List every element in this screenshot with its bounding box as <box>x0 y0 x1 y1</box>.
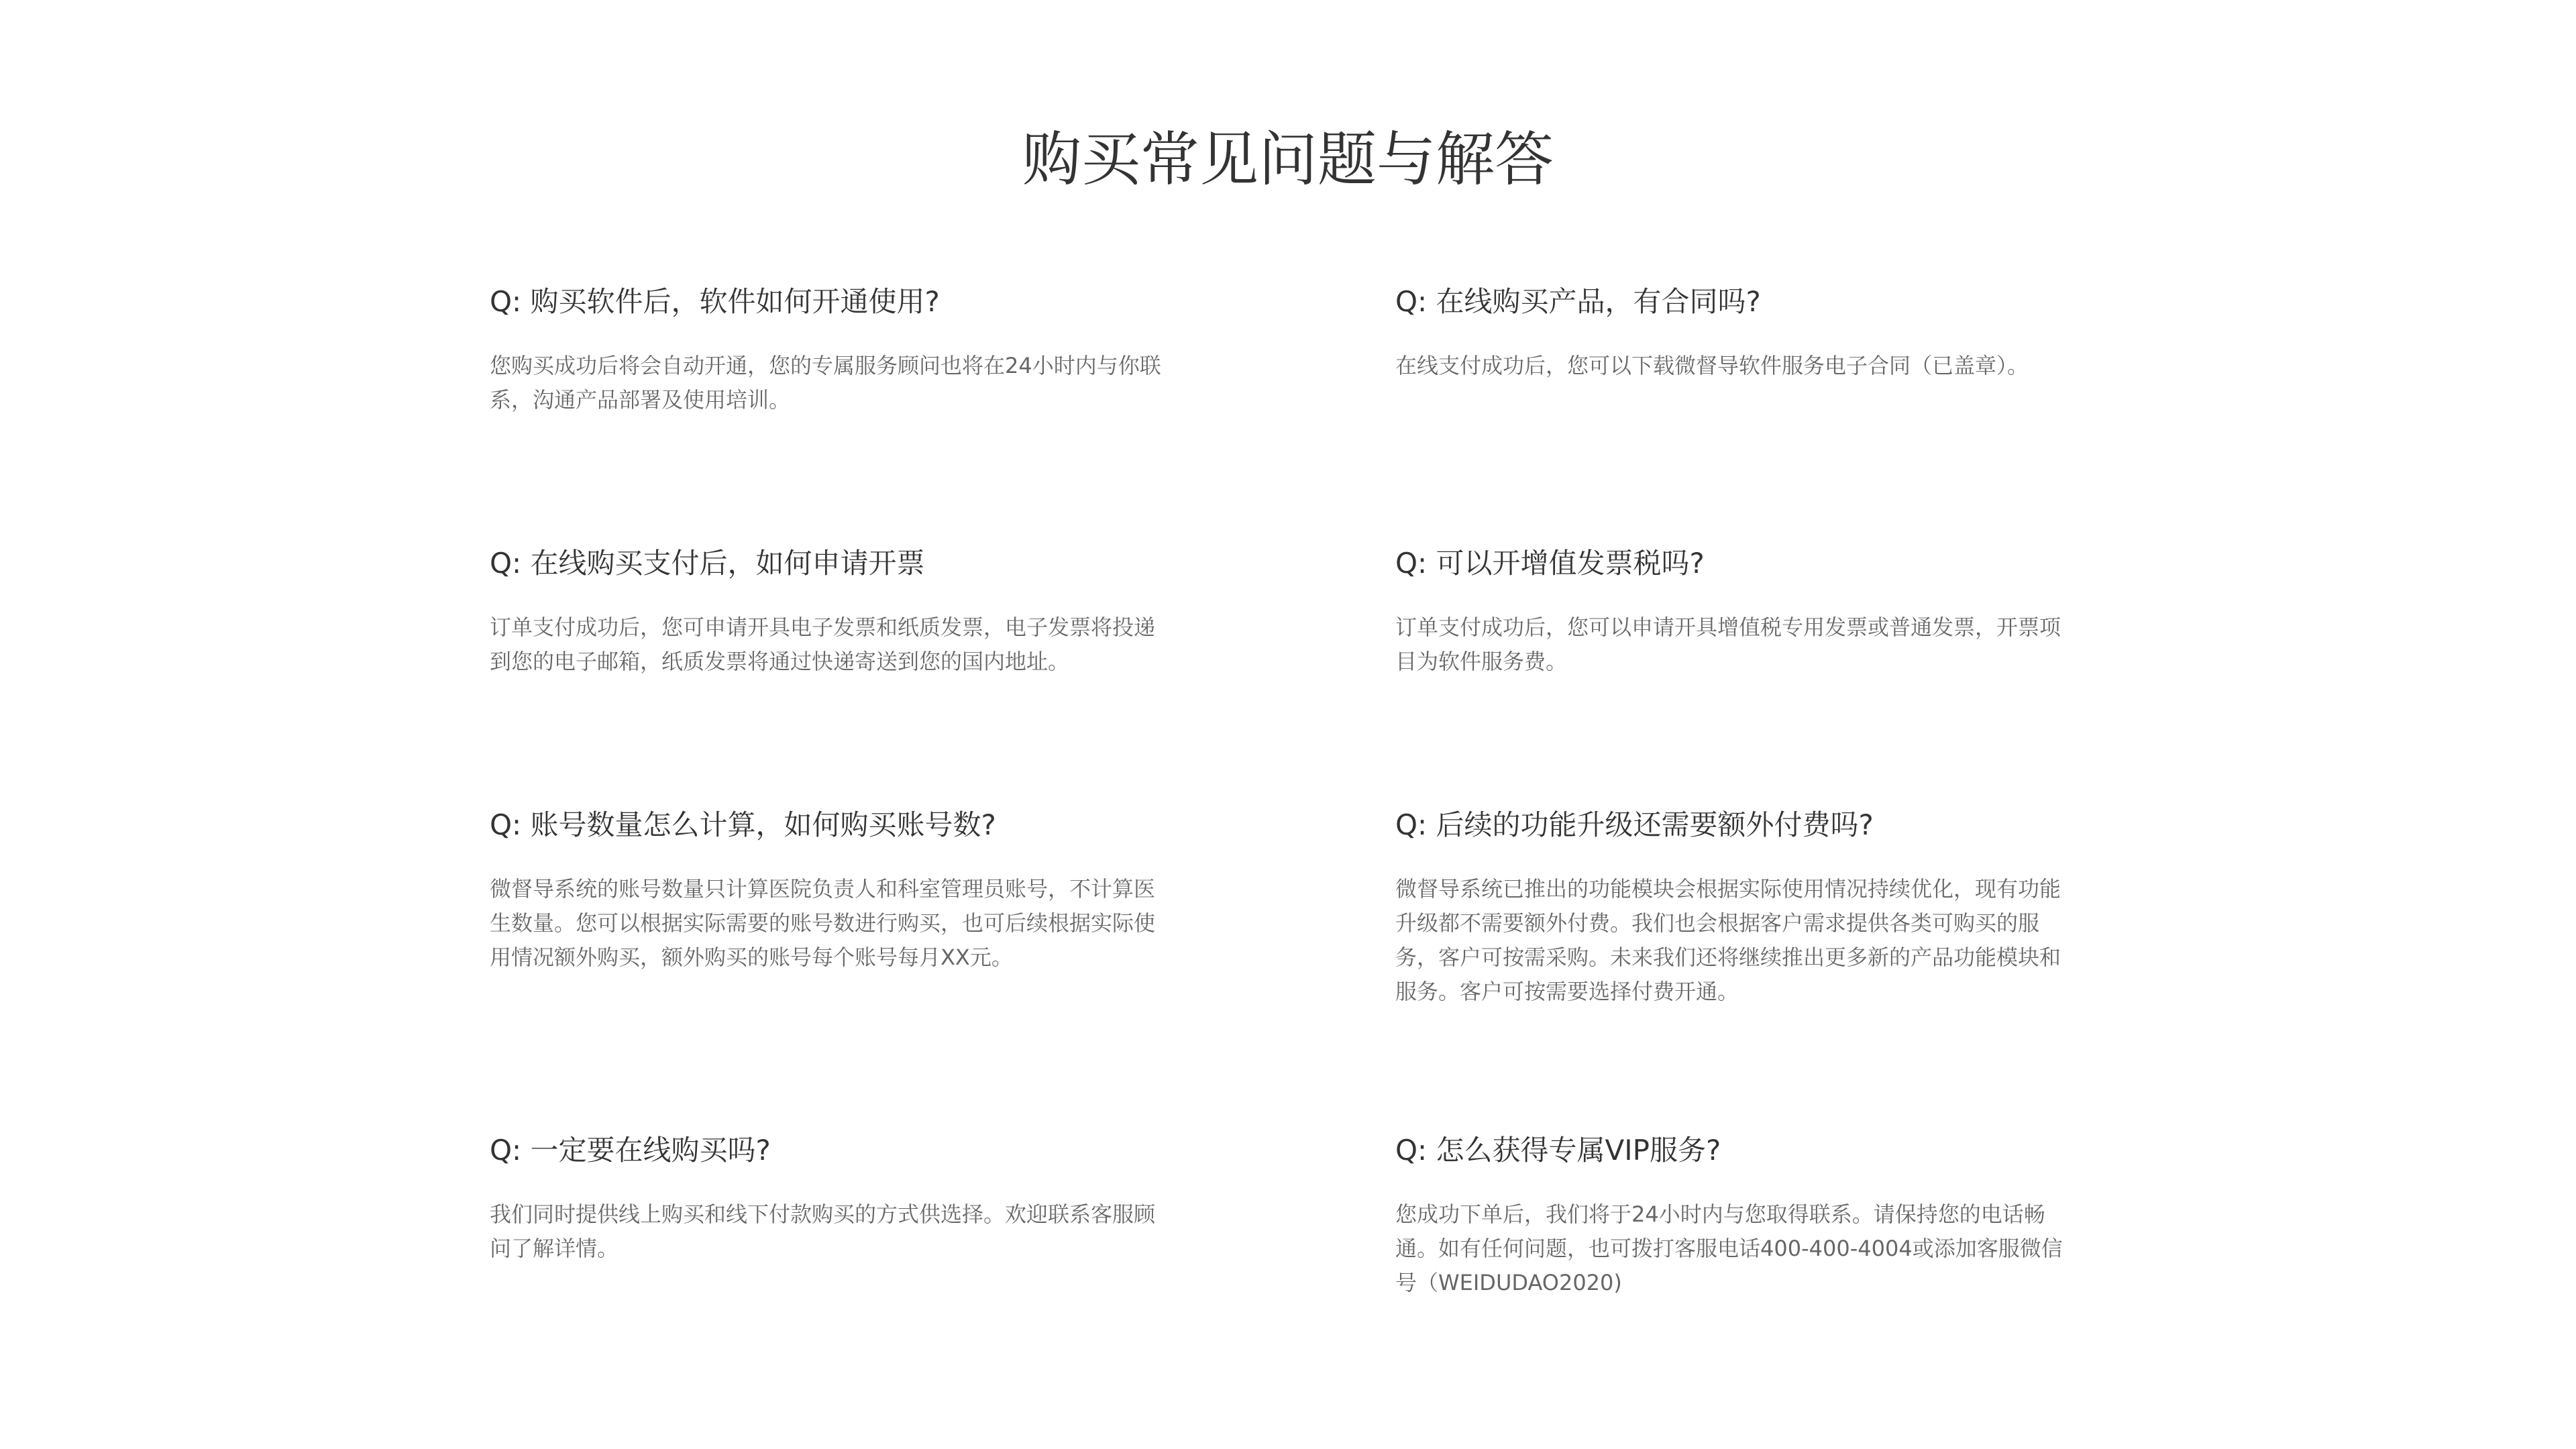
faq-answer: 微督导系统已推出的功能模块会根据实际使用情况持续优化，现有功能升级都不需要额外付费。我们也会根据客户需求提供各类可购买的服务，客户可按需采购。未来我们还将继续推出更多新的产品功能模块和服务。客户可按需要选择付费开通。 <box>1395 876 2061 1004</box>
faq-question: Q: 可以开增值发票税吗? <box>1395 547 1705 580</box>
faq-answer: 您购买成功后将会自动开通，您的专属服务顾问也将在24小时内与你联系，沟通产品部署及使用培训。 <box>490 353 1161 413</box>
faq-question: Q: 在线购买产品，有合同吗? <box>1395 285 1761 318</box>
faq-question: Q: 账号数量怎么计算，如何购买账号数? <box>490 808 996 841</box>
faq-question: Q: 怎么获得专属VIP服务? <box>1395 1134 1721 1167</box>
faq-item-upgrade-fee <box>1395 805 2080 1130</box>
faq-answer: 我们同时提供线上购买和线下付款购买的方式供选择。欢迎联系客服顾问了解详情。 <box>490 1201 1156 1261</box>
faq-answer: 在线支付成功后，您可以下载微督导软件服务电子合同（已盖章）。 <box>1395 353 2029 378</box>
faq-answer: 订单支付成功后，您可申请开具电子发票和纸质发票，电子发票将投递到您的电子邮箱，纸质发票将通过快递寄送到您的国内地址。 <box>490 614 1156 674</box>
faq-item-contract <box>1395 282 2080 543</box>
faq-item-vat-invoice <box>1395 543 2080 805</box>
page-title: 购买常见问题与解答 <box>1022 125 1554 194</box>
faq-question: Q: 一定要在线购买吗? <box>490 1134 771 1167</box>
faq-item-activation <box>490 282 1174 543</box>
faq-item-invoice <box>490 543 1174 805</box>
faq-item-account-count <box>490 805 1174 1130</box>
faq-answer: 微督导系统的账号数量只计算医院负责人和科室管理员账号，不计算医生数量。您可以根据实际需要的账号数进行购买，也可后续根据实际使用情况额外购买，额外购买的账号每个账号每月XX元。 <box>490 876 1156 970</box>
faq-question: Q: 购买软件后，软件如何开通使用? <box>490 285 940 318</box>
faq-answer: 您成功下单后，我们将于24小时内与您取得联系。请保持您的电话畅通。如有任何问题，也可拨打客服电话400-400-4004或添加客服微信号（WEIDUDAO2020) <box>1395 1201 2063 1295</box>
faq-item-vip-service <box>1395 1130 2080 1332</box>
faq-item-online-purchase <box>490 1130 1174 1332</box>
faq-question: Q: 在线购买支付后，如何申请开票 <box>490 547 925 580</box>
faq-grid <box>490 282 2080 1332</box>
faq-answer: 订单支付成功后，您可以申请开具增值税专用发票或普通发票，开票项目为软件服务费。 <box>1395 614 2061 674</box>
faq-question: Q: 后续的功能升级还需要额外付费吗? <box>1395 808 1874 841</box>
